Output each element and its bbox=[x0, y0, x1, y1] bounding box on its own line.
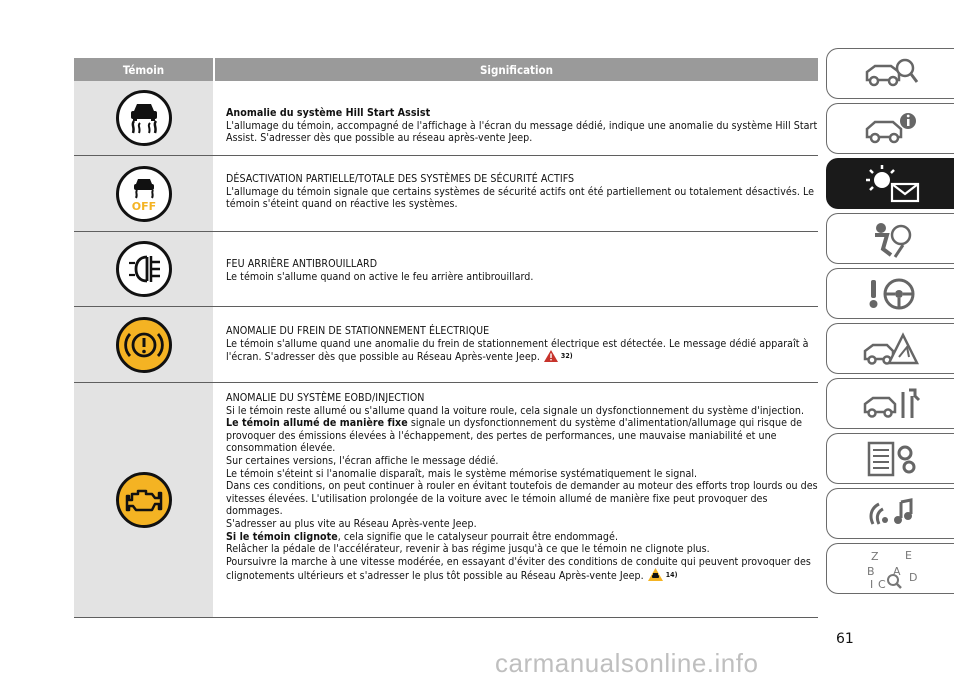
row-text: Le témoin s'allume quand on active le feu arrière antibrouillard. bbox=[226, 270, 534, 283]
svg-text:E: E bbox=[904, 548, 912, 562]
row-text: Sur certaines versions, l'écran affiche le message dédié. bbox=[226, 454, 499, 467]
watermark: carmanualsonline.info bbox=[495, 648, 759, 678]
header-witness: Témoin bbox=[122, 62, 165, 77]
off-label: OFF bbox=[131, 199, 156, 212]
check-engine-icon bbox=[116, 472, 172, 528]
row-text: Poursuivre la marche à une vitesse modérée, en essayant d'éviter des conditions de conduite qui peuvent provoquer des clignotements ultérieurs et s'adresser le plus tôt possible au Réseau Après-vente Jeep. bbox=[226, 555, 811, 583]
table-header bbox=[74, 58, 818, 81]
tab-maintenance[interactable] bbox=[826, 378, 954, 429]
chapter-tabs bbox=[826, 48, 956, 598]
tab-emergency[interactable] bbox=[826, 323, 954, 374]
icon-cell bbox=[74, 156, 213, 231]
blinking-light-label: Si le témoin clignote bbox=[226, 530, 338, 543]
table-row bbox=[74, 81, 818, 156]
row-text: Le témoin s'allume quand une anomalie du frein de stationnement électrique est détectée. Le message dédié apparaît à l'écran. S'adresser dès que possible au Réseau Après-vente Jeep. bbox=[226, 337, 809, 364]
car-search-icon bbox=[861, 56, 921, 92]
row-text: L'allumage du témoin signale que certains systèmes de sécurité actifs ont été partiellement ou totalement désactivés. Le témoin s'éteint quand on réactive les systèmes. bbox=[226, 185, 815, 211]
tab-safety[interactable] bbox=[826, 213, 954, 264]
row-text: Le témoin s'éteint si l'anomalie disparaît, mais le système mémorise systématiquement le signal. bbox=[226, 467, 698, 480]
airbag-person-icon bbox=[861, 219, 921, 259]
electric-parking-brake-fault-icon bbox=[116, 317, 172, 373]
row-text: S'adresser au plus vite au Réseau Après-vente Jeep. bbox=[226, 517, 477, 530]
hill-start-assist-icon bbox=[116, 90, 172, 146]
row-title: ANOMALIE DU SYSTÈME EOBD/INJECTION bbox=[226, 392, 425, 404]
alphabet-index-icon bbox=[861, 548, 921, 590]
tab-multimedia[interactable] bbox=[826, 488, 954, 539]
row-text: , cela signifie que le catalyseur pourrait être endommagé. bbox=[337, 530, 619, 543]
row-title: ANOMALIE DU FREIN DE STATIONNEMENT ÉLECTRIQUE bbox=[226, 325, 490, 337]
warning-car-icon bbox=[648, 568, 663, 585]
svg-text:A: A bbox=[892, 564, 901, 578]
svg-text:B: B bbox=[866, 564, 875, 578]
icon-cell bbox=[74, 383, 213, 617]
page-number: 61 bbox=[836, 631, 854, 647]
multimedia-icon bbox=[861, 494, 921, 534]
tab-warning-lights[interactable] bbox=[826, 158, 954, 209]
svg-text:C: C bbox=[877, 577, 886, 590]
svg-text:I: I bbox=[869, 577, 873, 590]
tab-car-search[interactable] bbox=[826, 48, 954, 99]
table-row bbox=[74, 307, 818, 383]
car-info-icon bbox=[861, 111, 921, 147]
rear-fog-light-icon bbox=[116, 241, 172, 297]
car-accident-icon bbox=[861, 329, 921, 369]
spec-gears-icon bbox=[861, 439, 921, 479]
svg-text:Z: Z bbox=[870, 549, 879, 563]
svg-text:D: D bbox=[908, 570, 917, 584]
note-reference: 14) bbox=[665, 571, 678, 580]
row-text: L'allumage du témoin, accompagné de l'affichage à l'écran du message dédié, indique une anomalie du système Hill Start Assist. S'adresser dès que possible au réseau après-vente Jeep. bbox=[226, 119, 818, 145]
table-row bbox=[74, 232, 818, 307]
icon-cell bbox=[74, 81, 213, 155]
tab-starting-driving[interactable] bbox=[826, 268, 954, 319]
warning-lights-table bbox=[74, 58, 818, 618]
warning-light-message-icon bbox=[856, 164, 926, 204]
row-text: Si le témoin reste allumé ou s'allume quand la voiture roule, cela signale un dysfonctionnement du système d'injection. bbox=[226, 404, 805, 417]
header-meaning: Signification bbox=[479, 62, 554, 77]
table-row bbox=[74, 156, 818, 232]
note-reference: 32) bbox=[560, 352, 573, 361]
icon-cell bbox=[74, 307, 213, 382]
esc-off-icon bbox=[116, 166, 172, 222]
tab-car-info[interactable] bbox=[826, 103, 954, 154]
row-text: Dans ces conditions, on peut continuer à rouler en évitant toutefois de demander au moteur des efforts trop lourds ou des vitesses élevées. L'utilisation prolongée de la voiture avec le témoin allumé de manière fixe peut provoquer des dommages. bbox=[226, 480, 818, 518]
row-text: Relâcher la pédale de l'accélérateur, revenir à bas régime jusqu'à ce que le témoin ne clignote plus. bbox=[226, 543, 710, 556]
tab-index[interactable] bbox=[826, 543, 954, 594]
steering-wheel-icon bbox=[861, 274, 921, 314]
car-service-icon bbox=[861, 384, 921, 424]
warning-triangle-icon bbox=[544, 350, 558, 366]
row-title: FEU ARRIÈRE ANTIBROUILLARD bbox=[226, 258, 378, 270]
icon-cell bbox=[74, 232, 213, 306]
row-title: Anomalie du système Hill Start Assist bbox=[226, 107, 431, 119]
row-text: signale un dysfonctionnement du système d'alimentation/allumage qui risque de provoquer des émissions élevées à l'échappement, des pertes de performances, une mauvaise maniabilité et une consommation élevée. bbox=[226, 417, 803, 455]
tab-technical-data[interactable] bbox=[826, 433, 954, 484]
table-row bbox=[74, 383, 818, 618]
row-title: DÉSACTIVATION PARTIELLE/TOTALE DES SYSTÈMES DE SÉCURITÉ ACTIFS bbox=[226, 173, 575, 185]
fixed-light-label: Le témoin allumé de manière fixe bbox=[226, 417, 408, 430]
